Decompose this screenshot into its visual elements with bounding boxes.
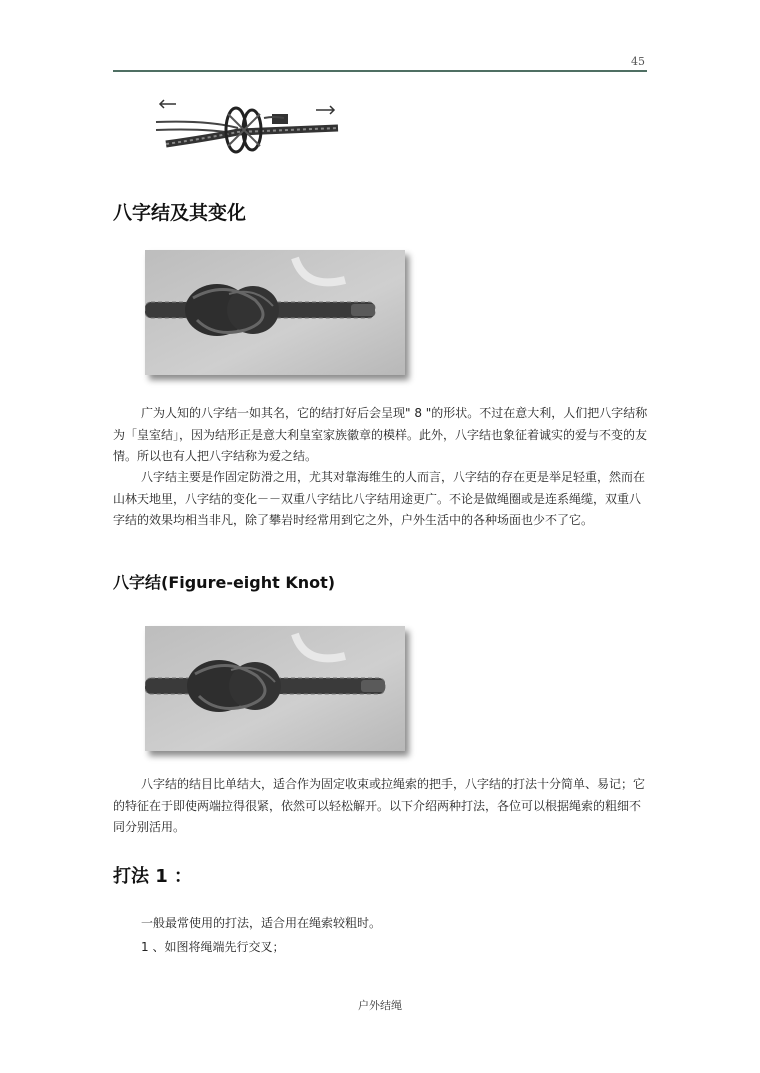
method-title: 打法 1 ：	[113, 866, 193, 887]
header-rule	[113, 70, 647, 72]
section-title: 八字结及其变化	[113, 202, 247, 224]
figure-eight-paragraph: 八字结的结目比单结大，适合作为固定收束或拉绳索的把手，八字结的打法十分简单、易记；它的特征在于即使两端拉得很紧，依然可以轻松解开。以下介绍两种打法，各位可以根据绳索的粗细不同分别活用。	[113, 777, 646, 834]
intro-paragraph: 八字结主要是作固定防滑之用，尤其对靠海维生的人而言，八字结的存在更是举足轻重，然而在山林天地里，八字结的变化－－双重八字结比八字结用途更广。不论是做绳圈或是连系绳缆，双重八字结的效果均相当非凡，除了攀岩时经常用到它之外，户外生活中的各种场面也少不了它。	[113, 470, 646, 527]
knot-diagram-image	[148, 92, 348, 170]
method-line: 一般最常使用的打法，适合用在绳索较粗时。	[141, 916, 382, 930]
page-footer: 户外结绳	[358, 999, 402, 1012]
page-number: 45	[631, 55, 645, 68]
subsection-title: 八字结(Figure-eight Knot)	[113, 573, 336, 592]
method-line: 1 、如图将绳端先行交叉；	[141, 940, 285, 954]
figure-eight-knot-photo	[145, 250, 405, 375]
intro-paragraph: 广为人知的八字结一如其名，它的结打好后会呈现" 8 "的形状。不过在意大利，人们把八字结称为「皇室结」，因为结形正是意大利皇室家族徽章的模样。此外，八字结也象征着诚实的爱与不变的友情。所以也有人把八字结称为爱之结。	[113, 406, 648, 463]
figure-eight-knot-photo	[145, 626, 405, 751]
